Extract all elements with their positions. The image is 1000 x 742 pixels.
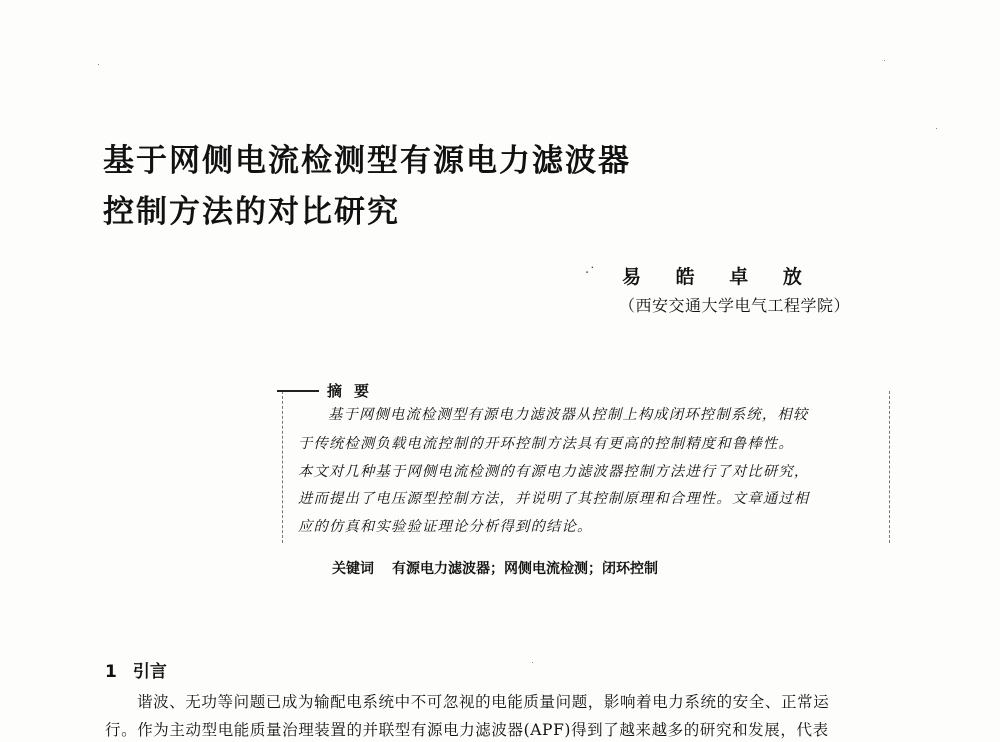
abstract-line: 进而提出了电压源型控制方法，并说明了其控制原理和合理性。文章通过相 [298,491,810,507]
abstract-heading: 摘要 [327,382,382,400]
author-mark: ·˙ [585,266,596,281]
paper-title-line-1: 基于网侧电流检测型有源电力滤波器 [103,143,631,179]
section-title: 引言 [132,662,167,682]
author-names: 易 皓 卓 放 [622,266,803,288]
section-number: 1 [105,662,117,682]
author-affiliation: （西安交通大学电气工程学院） [619,296,851,315]
body-text-line: 行。作为主动型电能质量治理装置的并联型有源电力滤波器(APF)得到了越来越多的研究和发展，代表 [105,721,829,739]
scan-speck [884,60,885,61]
abstract-line: 应的仿真和实验验证理论分析得到的结论。 [298,519,593,535]
scan-speck [98,64,99,65]
scan-speck [532,662,533,663]
keywords-label: 关键词 [332,561,374,577]
section-heading [105,657,167,682]
abstract-line: 于传统检测负载电流控制的开环控制方法具有更高的控制精度和鲁棒性。 [298,436,794,452]
abstract-line: 基于网侧电流检测型有源电力滤波器从控制上构成闭环控制系统，相较 [328,407,809,423]
paper-title-line-2: 控制方法的对比研究 [103,194,400,230]
abstract-rule [277,390,319,392]
keywords [332,558,658,578]
abstract-line: 本文对几种基于网侧电流检测的有源电力滤波器控制方法进行了对比研究， [298,464,810,480]
scan-speck [936,128,937,129]
body-text-line: 谐波、无功等问题已成为输配电系统中不可忽视的电能质量问题，影响着电力系统的安全、正常运 [137,693,830,711]
keywords-value: 有源电力滤波器；网侧电流检测；闭环控制 [392,561,658,577]
